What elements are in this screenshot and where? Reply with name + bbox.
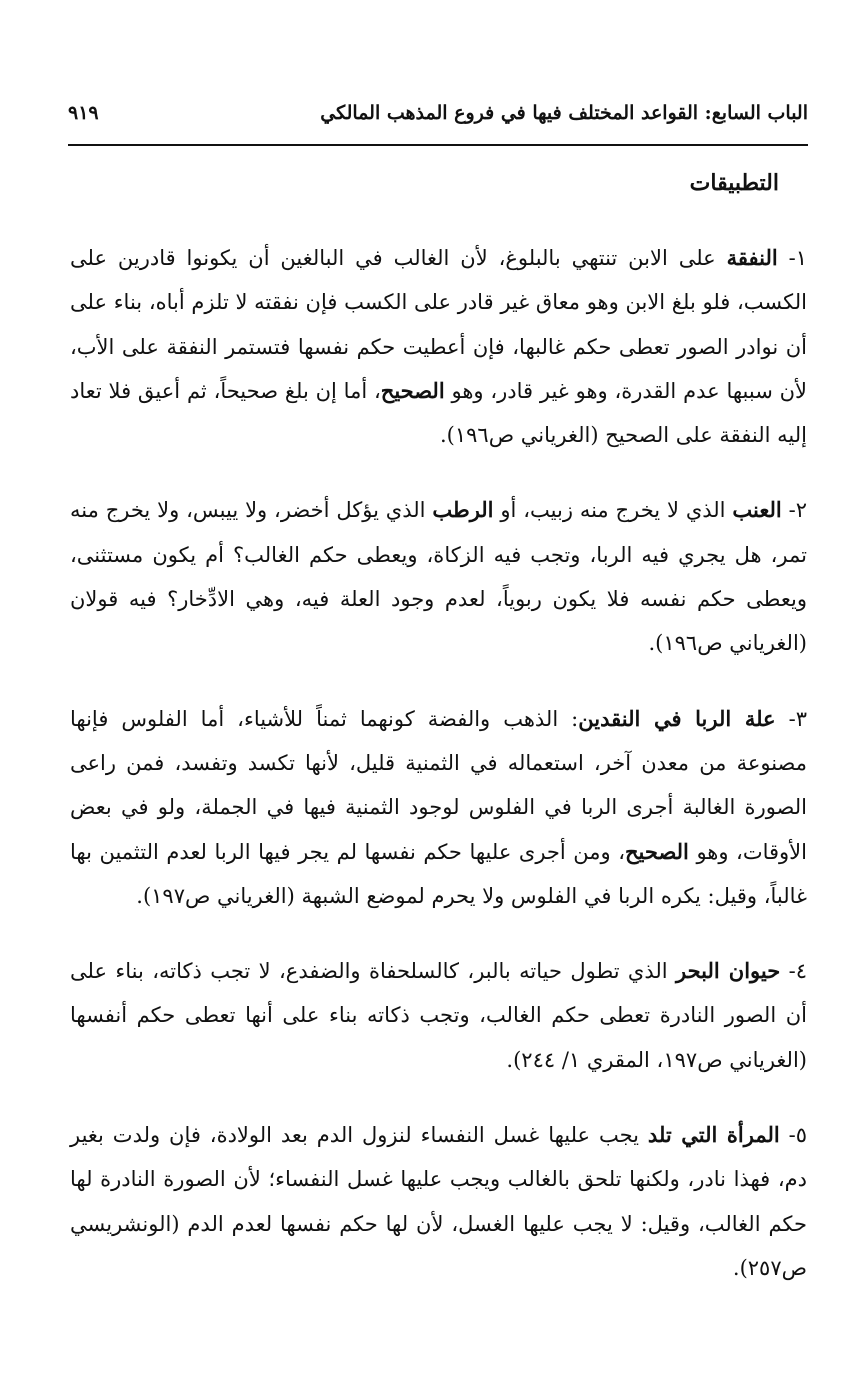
- item-number: ٤-: [788, 959, 807, 984]
- list-item: [70, 488, 807, 665]
- list-item: [70, 949, 807, 1082]
- item-lead-term: حيوان البحر: [676, 958, 781, 984]
- item-text: الذي تطول حياته بالبر، كالسلحفاة والضفدع، لا تجب ذكاته، بناء على أن الصور النادرة تعطى حكم الغالب، وتجب ذكاته بناء على أنها تعطى حكم أنفسها (الغرياني ص١٩٧، المقري ١/ ٢٤٤).: [70, 959, 807, 1072]
- item-emphasis: الرطب: [432, 497, 494, 523]
- list-item: [70, 697, 807, 918]
- item-number: ٥-: [788, 1123, 807, 1148]
- item-lead-term: المرأة التي تلد: [647, 1122, 780, 1148]
- item-lead-term: النفقة: [726, 245, 778, 270]
- item-text: : الذهب والفضة كونهما ثمناً للأشياء، أما الفلوس فإنها مصنوعة من معدن آخر، استعماله في الثمنية قليل، لأنها تكسد وتفسد، فمن راعى الصورة الغالبة أجرى الربا في الفلوس لوجود الثمنية فيها في الجملة، ولو في بعض الأوقات، وهو: [70, 706, 807, 864]
- item-number: ٣-: [788, 706, 807, 731]
- section-title: التطبيقات: [689, 170, 779, 196]
- chapter-title: الباب السابع: القواعد المختلف فيها في فروع المذهب المالكي: [320, 102, 808, 124]
- item-emphasis: الصحيح: [380, 377, 445, 403]
- item-text: على الابن تنتهي بالبلوغ، لأن الغالب في البالغين أن يكونوا قادرين على الكسب، فلو بلغ الابن وهو معاق غير قادر على الكسب فإن نفقته لا تلزم أباه، بناء على أن نوادر الصور تعطى حكم غالبها، فإن أعطيت حكم نفسها فتستمر النفقة على الأب، لأن سببها عدم القدرة، وهو غير قادر، وهو: [70, 246, 807, 403]
- running-header: [68, 98, 808, 144]
- item-number: ١-: [788, 246, 807, 270]
- item-lead-term: العنب: [732, 497, 782, 523]
- list-item: [70, 1113, 807, 1290]
- item-text-continued: ، ومن أجرى عليها حكم نفسها لم يجر فيها الربا لعدم التثمين بها غالباً، وقيل: يكره الربا في الفلوس ولا يحرم لموضع الشبهة (الغرياني ص١٩٧).: [70, 839, 807, 908]
- item-text: الذي لا يخرج منه زبيب، أو: [493, 498, 733, 523]
- applications-list: [70, 236, 807, 1321]
- item-text-continued: الذي يؤكل أخضر، ولا ييبس، ولا يخرج منه تمر، هل يجري فيه الربا، وتجب فيه الزكاة، ويعطى حكم الغالب؟ أم يكون مستثنى، ويعطى حكم نفسه فلا يكون ربوياً، لعدم وجود العلة فيه، وهي الادِّخار؟ فيه قولان (الغرياني ص١٩٦).: [70, 498, 808, 656]
- item-text-continued: ، أما إن بلغ صحيحاً، ثم أعيق فلا تعاد إليه النفقة على الصحيح (الغرياني ص١٩٦).: [70, 378, 807, 448]
- item-text: يجب عليها غسل النفساء لنزول الدم بعد الولادة، فإن ولدت بغير دم، فهذا نادر، ولكنها تلحق بالغالب ويجب عليها غسل النفساء؛ لأن الصورة النادرة لها حكم الغالب، وقيل: لا يجب عليها الغسل، لأن لها حكم نفسها لعدم الدم (الونشريسي ص٢٥٧).: [70, 1123, 807, 1280]
- item-number: ٢-: [788, 498, 807, 523]
- page-number: ٩١٩: [68, 102, 99, 124]
- item-lead-term: علة الربا في النقدين: [578, 705, 776, 731]
- item-emphasis: الصحيح: [625, 838, 689, 864]
- list-item: [70, 236, 807, 457]
- header-rule: [68, 144, 808, 146]
